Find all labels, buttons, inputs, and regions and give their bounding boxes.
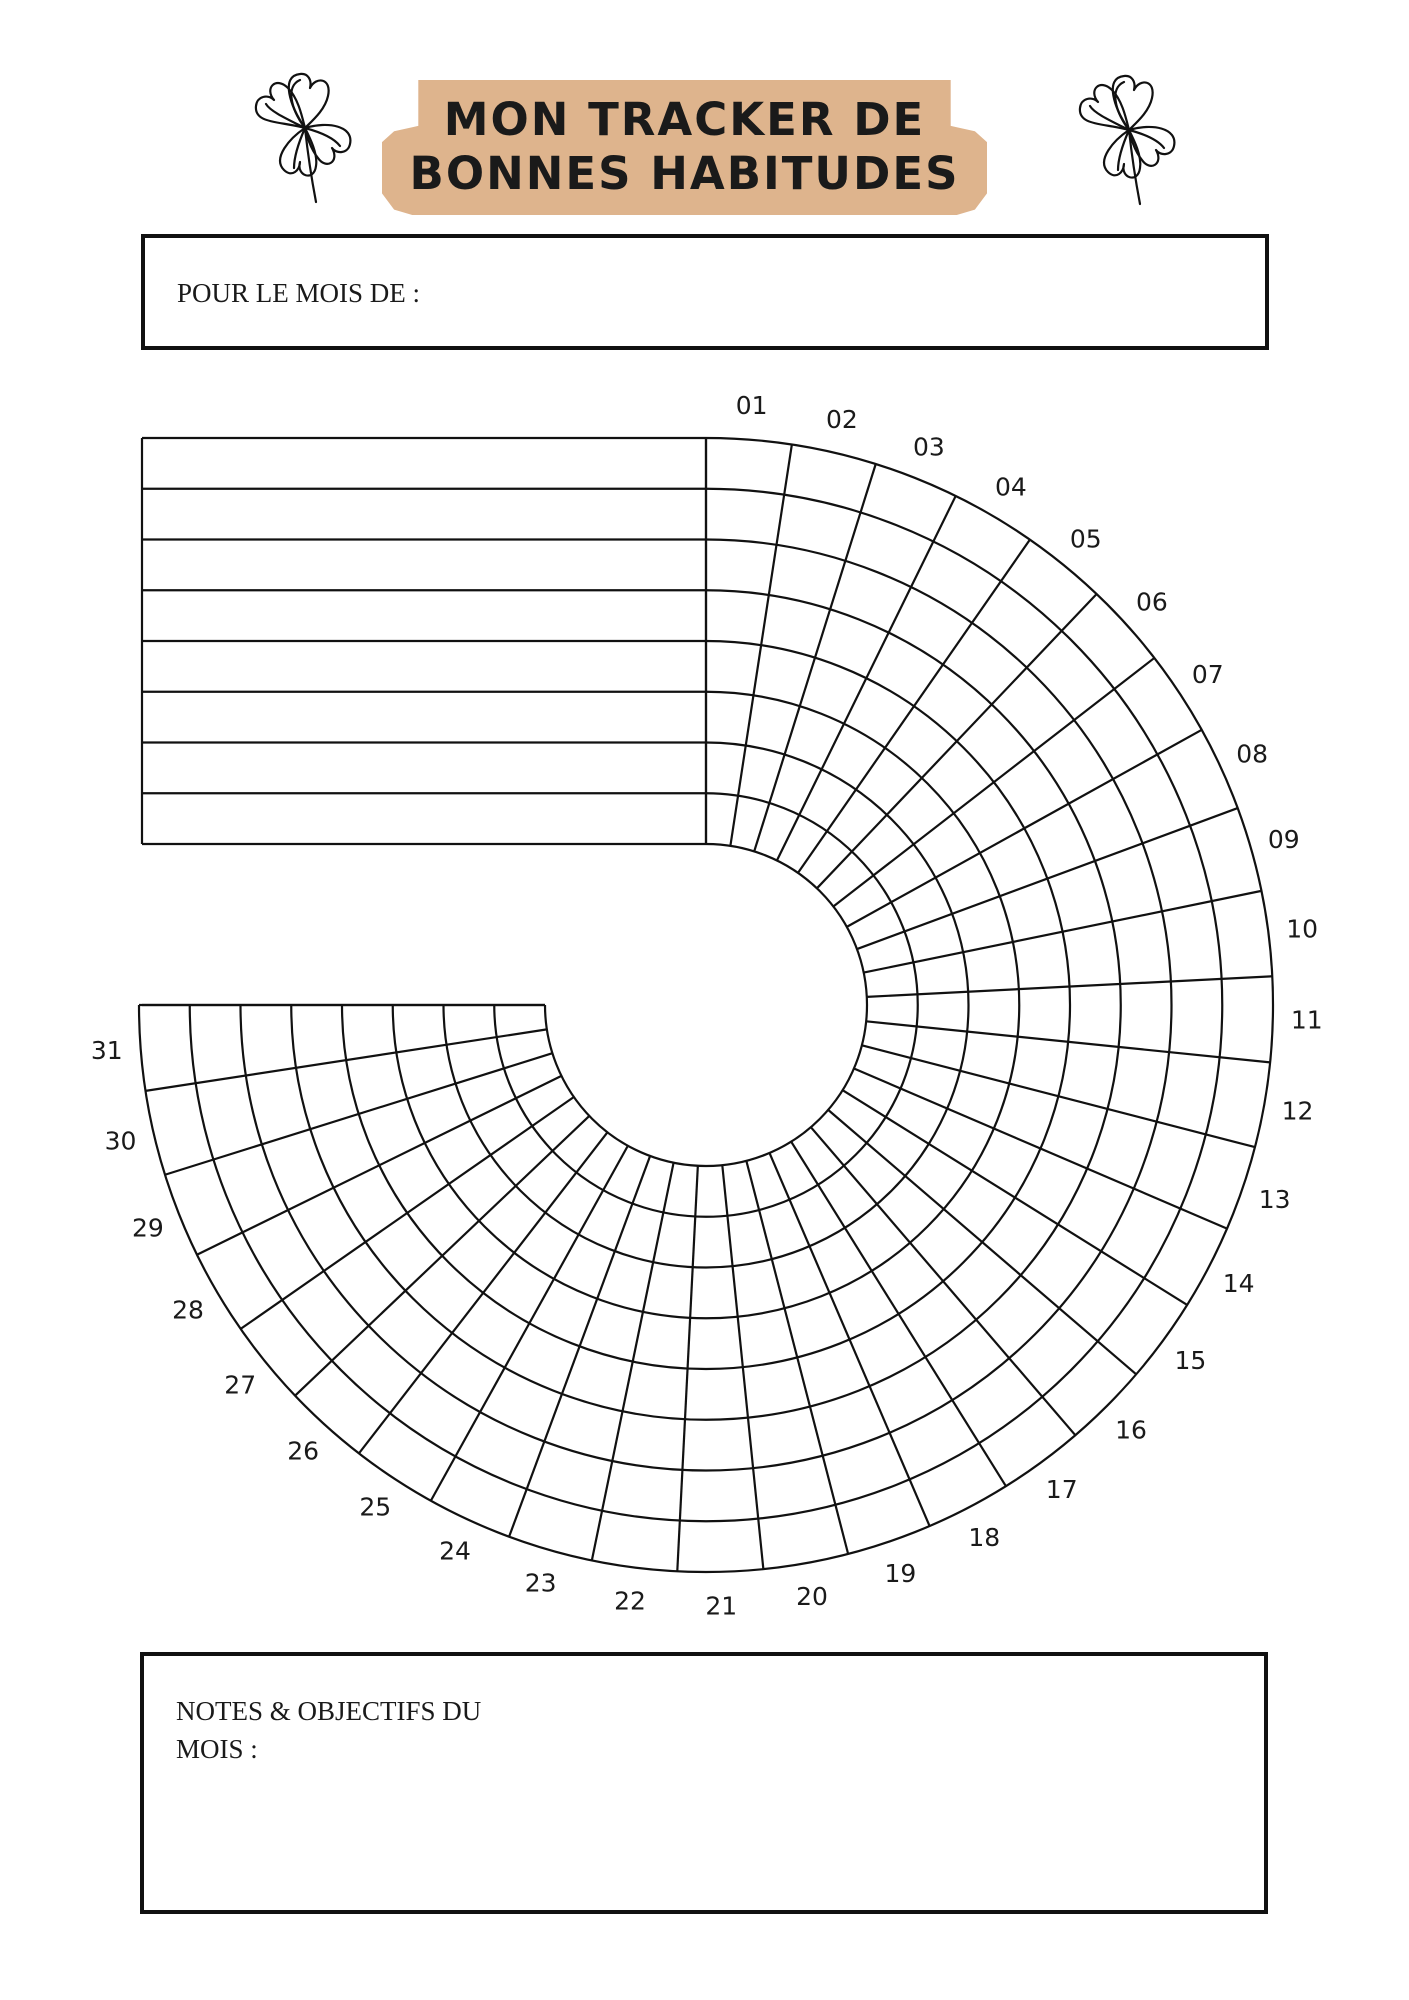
day-label: 27 — [224, 1370, 257, 1400]
day-label: 12 — [1281, 1096, 1314, 1126]
day-cell[interactable] — [1169, 979, 1222, 1057]
day-label: 14 — [1222, 1268, 1255, 1298]
day-cell[interactable] — [592, 1511, 680, 1572]
day-cell[interactable] — [967, 989, 1019, 1037]
day-cell[interactable] — [393, 1005, 447, 1052]
day-label: 13 — [1258, 1184, 1291, 1214]
day-cell[interactable] — [1112, 911, 1171, 984]
day-cell[interactable] — [695, 1165, 727, 1217]
title-line-2: BONNES HABITUDES — [409, 147, 960, 200]
notes-field[interactable] — [140, 1652, 1268, 1914]
day-cell[interactable] — [623, 1362, 688, 1420]
day-cell[interactable] — [342, 1005, 396, 1060]
day-cell[interactable] — [706, 641, 761, 695]
day-cell[interactable] — [602, 1461, 682, 1521]
habit-name-row[interactable] — [142, 489, 706, 540]
day-label: 04 — [994, 472, 1027, 502]
day-cell[interactable] — [1018, 987, 1070, 1042]
day-cell[interactable] — [706, 540, 776, 596]
day-cell[interactable] — [139, 1005, 196, 1091]
habit-name-row[interactable] — [142, 641, 706, 692]
day-cell[interactable] — [190, 1005, 246, 1083]
day-label: 16 — [1115, 1415, 1147, 1445]
habit-name-row[interactable] — [142, 743, 706, 794]
day-cell[interactable] — [866, 994, 918, 1026]
day-cell[interactable] — [685, 1367, 748, 1420]
day-label: 23 — [524, 1568, 557, 1598]
day-cell[interactable] — [690, 1266, 738, 1318]
habit-name-row[interactable] — [142, 692, 706, 743]
day-label: 06 — [1136, 587, 1168, 617]
day-label: 17 — [1045, 1474, 1078, 1504]
day-cell[interactable] — [706, 692, 753, 746]
day-label: 05 — [1069, 524, 1102, 554]
day-label: 08 — [1236, 739, 1269, 769]
month-label: POUR LE MOIS DE : — [177, 278, 421, 308]
day-label: 09 — [1267, 825, 1300, 855]
day-label: 01 — [735, 391, 768, 421]
day-cell[interactable] — [633, 1312, 690, 1369]
day-cell[interactable] — [1063, 922, 1121, 987]
day-cell[interactable] — [693, 1216, 733, 1268]
day-cell[interactable] — [677, 1519, 763, 1572]
day-label: 15 — [1174, 1346, 1207, 1376]
day-cell[interactable] — [680, 1468, 758, 1521]
day-cell[interactable] — [688, 1317, 743, 1369]
day-label: 30 — [104, 1126, 137, 1156]
day-label: 11 — [1290, 1005, 1323, 1035]
day-cell[interactable] — [706, 489, 784, 545]
day-label: 28 — [172, 1295, 204, 1325]
habit-name-row[interactable] — [142, 438, 706, 489]
day-cell[interactable] — [1068, 984, 1121, 1047]
day-cell[interactable] — [1162, 901, 1222, 981]
day-cell[interactable] — [706, 590, 769, 645]
day-cell[interactable] — [917, 992, 969, 1032]
day-label: 25 — [359, 1492, 392, 1522]
habit-name-row[interactable] — [142, 793, 706, 844]
day-label: 24 — [439, 1536, 471, 1566]
day-label: 20 — [796, 1582, 828, 1612]
day-cell[interactable] — [291, 1005, 346, 1068]
day-label: 18 — [968, 1523, 1001, 1553]
day-label: 10 — [1286, 914, 1319, 944]
day-label: 29 — [131, 1213, 164, 1243]
day-cell[interactable] — [241, 1005, 297, 1075]
day-label: 02 — [825, 405, 858, 435]
day-cell[interactable] — [706, 438, 792, 495]
day-label: 26 — [287, 1436, 320, 1466]
day-cell[interactable] — [1119, 981, 1172, 1052]
day-label: 03 — [913, 432, 945, 462]
day-cell[interactable] — [682, 1418, 753, 1471]
day-cell[interactable] — [612, 1411, 685, 1470]
notes-label: NOTES & OBJECTIFS DU MOIS : — [176, 1696, 482, 1764]
day-cell[interactable] — [1013, 932, 1070, 989]
habit-name-row[interactable] — [142, 540, 706, 591]
title-line-1: MON TRACKER DE — [443, 93, 926, 146]
day-label: 07 — [1191, 659, 1224, 689]
day-cell[interactable] — [1220, 976, 1273, 1062]
day-cell[interactable] — [1212, 891, 1273, 979]
day-label: 21 — [705, 1591, 738, 1621]
day-label: 31 — [90, 1036, 123, 1066]
tracker-ring — [545, 844, 867, 1166]
day-label: 22 — [614, 1586, 646, 1616]
day-label: 19 — [884, 1559, 917, 1589]
habit-name-row[interactable] — [142, 590, 706, 641]
